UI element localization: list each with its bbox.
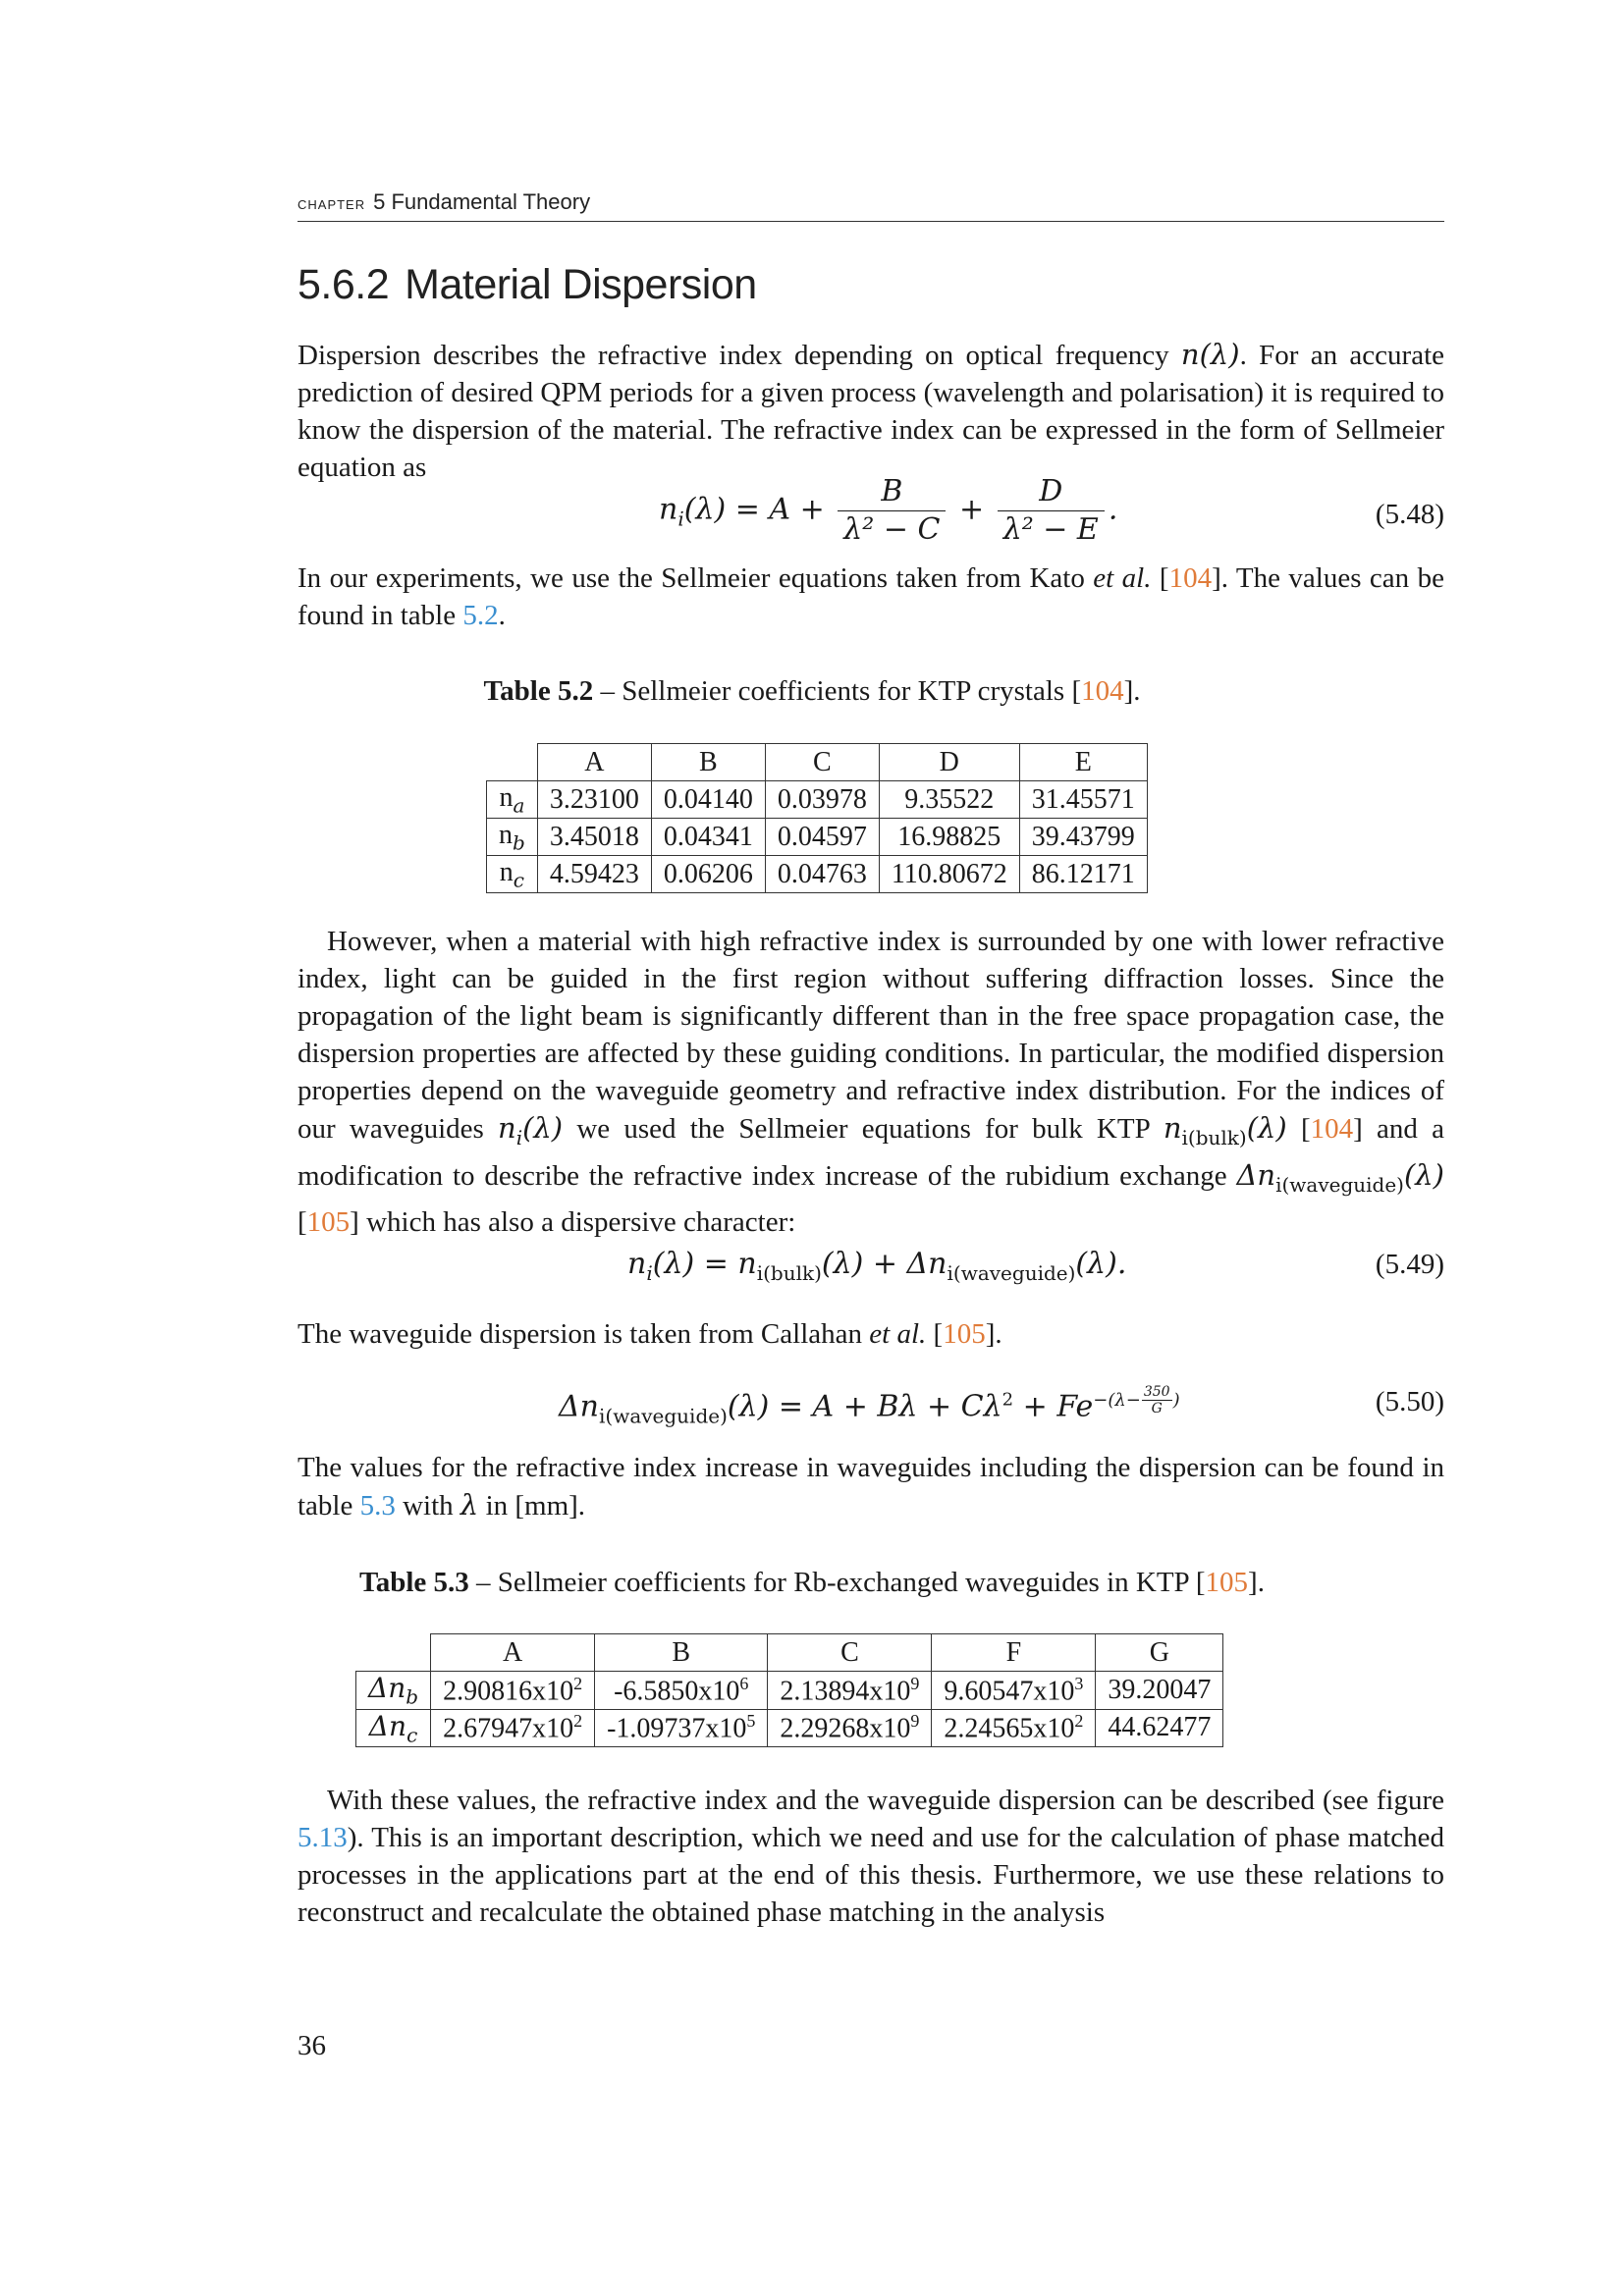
- table-cell: 4.59423: [537, 856, 651, 893]
- table-cell: 44.62477: [1096, 1709, 1223, 1747]
- table-header-cell: F: [932, 1634, 1096, 1672]
- table-cell: $2.67947x10^2$: [431, 1709, 595, 1747]
- equation-5-48: $n_i(\lambda) = A$ + $\frac{B}{\text{λ² − C}}$ + $\frac{D}{\text{λ² − E}}$ . (5.48): [659, 474, 1444, 547]
- table-cell: $2.90816x10^2$: [431, 1672, 595, 1710]
- exponent: 9: [910, 1711, 920, 1732]
- table-row-label: [356, 1709, 431, 1747]
- table-cell: $-6.5850x10^6$: [595, 1672, 768, 1710]
- table-5-3-caption: Table 5.3 – Sellmeier coefficients for Rb-exchanged waveguides in KTP [105].: [359, 1567, 1265, 1598]
- table-row-label: $n_c$: [487, 856, 538, 893]
- equation-5-49: $n_i(\lambda) = n_{i(bulk)}(\lambda) + \Delta n_{i(waveguide)}(\lambda)$. (5.49): [627, 1247, 1444, 1285]
- table-cell: 0.04341: [651, 819, 765, 856]
- table-row: [356, 1709, 1223, 1747]
- section-number: 5.6.2: [298, 261, 390, 308]
- exponent: 9: [910, 1673, 920, 1693]
- row-label-subscript: c: [406, 1723, 418, 1747]
- table-row-label: [356, 1672, 431, 1710]
- exponent: 2: [573, 1673, 583, 1693]
- row-label-delta: Δn: [368, 1672, 406, 1704]
- table-corner-cell: [487, 744, 538, 781]
- table-cell: 3.23100: [537, 781, 651, 819]
- table-reference-link[interactable]: 5.3: [359, 1490, 396, 1522]
- table-cell: 86.12171: [1019, 856, 1147, 893]
- table-corner-cell: [356, 1634, 431, 1672]
- citation-link[interactable]: 105: [1205, 1567, 1249, 1598]
- table-cell: 39.20047: [1096, 1672, 1223, 1710]
- exponent: 2: [573, 1711, 583, 1732]
- table-5-3: [355, 1633, 1223, 1747]
- table-header-cell: C: [768, 1634, 932, 1672]
- table-cell: $-1.09737x10^5$: [595, 1709, 768, 1747]
- exponent: 6: [739, 1673, 749, 1693]
- citation-link[interactable]: 105: [943, 1318, 986, 1350]
- running-head-chapter-title: 5 Fundamental Theory: [373, 189, 591, 214]
- fraction-d-over-lambda-e: $\frac{D}{\text{λ² − E}}$: [998, 475, 1105, 547]
- table-row: [487, 781, 1148, 819]
- exponent: 5: [746, 1711, 756, 1732]
- table-cell: $9.60547x10^3$: [932, 1672, 1096, 1710]
- paragraph-dispersion-intro: Dispersion describes the refractive index depending on optical frequency n(λ). For an accurate prediction of desired QPM periods for a given process (wavelength and polarisation) it is required to know the dispersion of the material. The refractive index can be expressed in the form of Sellmeier equation as: [298, 338, 1444, 483]
- citation-link[interactable]: 104: [1168, 562, 1213, 594]
- page-number: 36: [298, 2030, 326, 2061]
- paragraph-waveguide-values: The values for the refractive index increase in waveguides including the dispersion can be found in table 5.3 with λ in [mm].: [298, 1452, 1444, 1522]
- table-header-cell: B: [595, 1634, 768, 1672]
- table-cell: 110.80672: [879, 856, 1019, 893]
- table-header-cell: A: [537, 744, 651, 781]
- equation-number-5-48: (5.48): [1375, 499, 1444, 530]
- table-row: [487, 819, 1148, 856]
- table-cell: 16.98825: [879, 819, 1019, 856]
- table-5-2-caption: Table 5.2 – Sellmeier coefficients for KTP crystals [104].: [483, 675, 1141, 707]
- table-cell: 0.04763: [765, 856, 879, 893]
- exponent: 2: [1074, 1711, 1084, 1732]
- table-header-cell: C: [765, 744, 879, 781]
- citation-link[interactable]: 104: [1081, 675, 1124, 707]
- table-reference-link[interactable]: 5.2: [462, 600, 499, 631]
- equation-number-5-49: (5.49): [1375, 1249, 1444, 1280]
- table-5-2: [486, 743, 1148, 893]
- table-cell: 31.45571: [1019, 781, 1147, 819]
- citation-link[interactable]: 104: [1310, 1113, 1354, 1145]
- table-header-row: [356, 1634, 1223, 1672]
- table-cell: 9.35522: [879, 781, 1019, 819]
- table-cell: 0.04140: [651, 781, 765, 819]
- table-row: [487, 856, 1148, 893]
- paragraph-waveguide-dispersion: However, when a material with high refractive index is surrounded by one with lower refractive index, light can be guided in the first region without suffering diffraction losses. Since the propagation of the light beam is significantly different than in the free space propagation case, the dispersion properties are affected by these guiding conditions. In particular, the modified dispersion properties depend on the waveguide geometry and refractive index distribution. For the indices of our waveguides $n_i(\lambda)$ we used the Sellmeier equations for bulk KTP $n_{i(bulk)}(\lambda)$ [104] and a modification to describe the refractive index increase of the rubidium exchange $\Delta n_{i(waveguide)}(\lambda)$ [105] which has also a dispersive character:: [298, 926, 1444, 1238]
- row-label-delta: Δn: [368, 1709, 407, 1742]
- section-heading: [298, 261, 757, 309]
- figure-reference-link[interactable]: 5.13: [298, 1822, 348, 1853]
- running-head-chapter-word: chapter: [298, 193, 366, 214]
- equation-number-5-50: (5.50): [1375, 1386, 1444, 1417]
- row-label-subscript: b: [513, 830, 525, 855]
- table-header-cell: E: [1019, 744, 1147, 781]
- citation-link[interactable]: 105: [306, 1205, 351, 1238]
- table-cell: 39.43799: [1019, 819, 1147, 856]
- table-header-cell: G: [1096, 1634, 1223, 1672]
- section-title: Material Dispersion: [405, 261, 757, 308]
- fraction-b-over-lambda-c: $\frac{B}{\text{λ² − C}}$: [838, 475, 946, 547]
- table-header-cell: B: [651, 744, 765, 781]
- exponent: 3: [1074, 1673, 1084, 1693]
- table-row-label: $n_b$: [487, 819, 538, 856]
- table-header-cell: A: [431, 1634, 595, 1672]
- table-cell: 0.06206: [651, 856, 765, 893]
- equation-5-50: $\Delta n_{i(waveguide)}(\lambda) = A + B\lambda + C\lambda^2 + Fe^{-(\lambda- \frac{350}{G} )}$ (5.50): [559, 1384, 1444, 1428]
- table-cell: 0.03978: [765, 781, 879, 819]
- row-label-subscript: b: [406, 1684, 419, 1709]
- table-header-cell: D: [879, 744, 1019, 781]
- paragraph-sellmeier-source: In our experiments, we use the Sellmeier equations taken from Kato et al. [104]. The values can be found in table 5.2.: [298, 562, 1444, 631]
- row-label-subscript: a: [513, 793, 525, 818]
- table-cell: $2.29268x10^9$: [768, 1709, 932, 1747]
- table-cell: 0.04597: [765, 819, 879, 856]
- table-header-row: [487, 744, 1148, 781]
- table-cell: $2.13894x10^9$: [768, 1672, 932, 1710]
- table-cell: 3.45018: [537, 819, 651, 856]
- table-row: [356, 1672, 1223, 1710]
- row-label-subscript: c: [513, 868, 524, 892]
- paragraph-callahan-source: The waveguide dispersion is taken from Callahan et al. [105].: [298, 1318, 1002, 1350]
- table-cell: $2.24565x10^2$: [932, 1709, 1096, 1747]
- paragraph-summary: With these values, the refractive index and the waveguide dispersion can be described (see figure 5.13). This is an important description, which we need and use for the calculation of phase matched processes in the applications part at the end of this thesis. Furthermore, we use these relations to reconstruct and recalculate the obtained phase matching in the analysis: [298, 1785, 1444, 1928]
- running-head: [298, 189, 1444, 222]
- table-row-label: $n_a$: [487, 781, 538, 819]
